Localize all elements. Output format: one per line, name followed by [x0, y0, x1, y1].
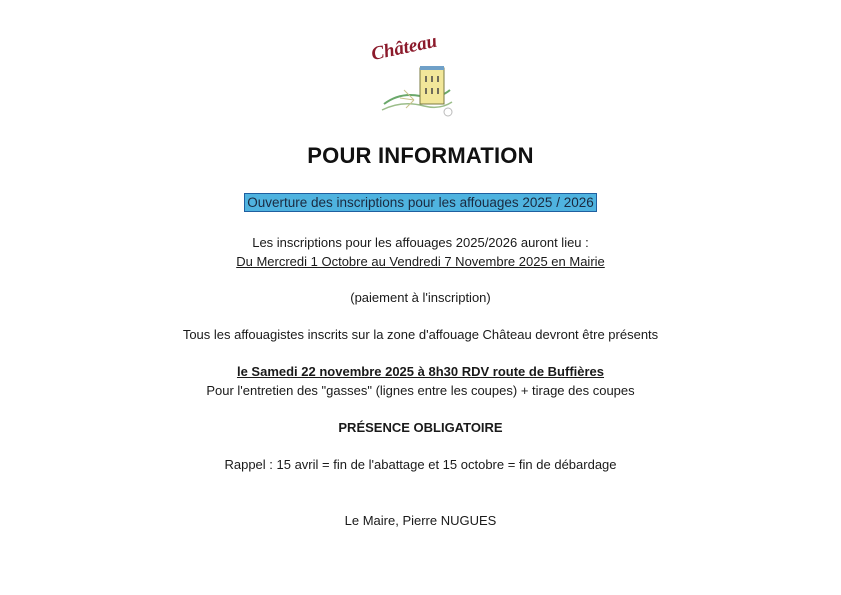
dates-text: Du Mercredi 1 Octobre au Vendredi 7 Novembre 2025 en Mairie: [236, 254, 605, 269]
event-date: [0, 364, 841, 379]
info-line-1: Les inscriptions pour les affouages 2025/2026 auront lieu :: [252, 235, 589, 250]
mandatory-notice: PRÉSENCE OBLIGATOIRE: [338, 420, 503, 435]
info-line-presence: Tous les affouagistes inscrits sur la zone d'affouage Château devront être présents: [182, 327, 659, 342]
castle-tower-icon: [380, 60, 456, 122]
reminder-line: Rappel : 15 avril = fin de l'abattage et 15 octobre = fin de débardage: [224, 457, 617, 472]
logo-text: Château: [369, 30, 439, 66]
info-line-dates: [0, 254, 841, 269]
page-title: POUR INFORMATION: [307, 143, 534, 168]
payment-note: (paiement à l'inscription): [350, 290, 491, 305]
signature: Le Maire, Pierre NUGUES: [344, 513, 497, 528]
chateau-logo: [368, 30, 458, 122]
highlighted-subtitle: [0, 195, 841, 210]
event-purpose: Pour l'entretien des "gasses" (lignes entre les coupes) + tirage des coupes: [206, 383, 635, 398]
subtitle-text: Ouverture des inscriptions pour les affouages 2025 / 2026: [247, 195, 594, 210]
event-date-text: le Samedi 22 novembre 2025 à 8h30 RDV route de Buffières: [236, 364, 605, 379]
